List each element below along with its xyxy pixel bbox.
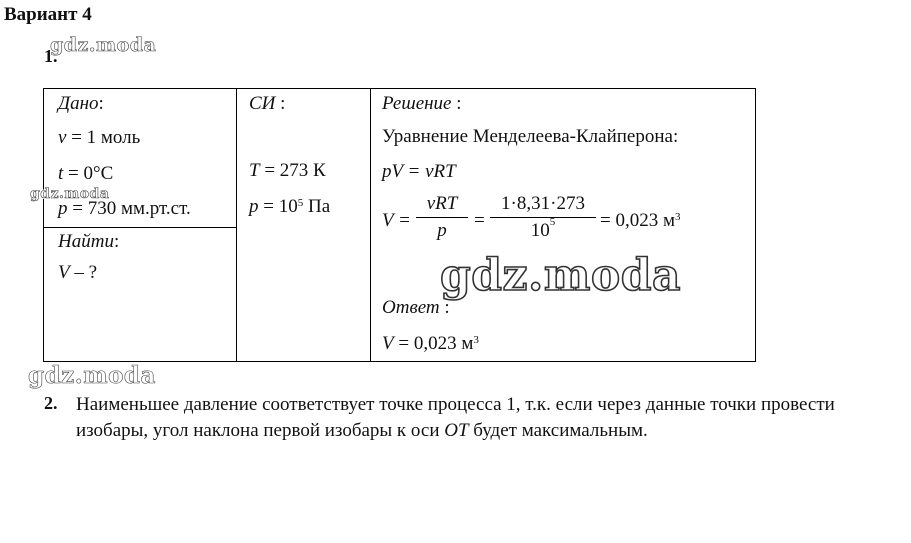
given-header: Дано:: [58, 93, 104, 114]
answer-value: V = 0,023 $м^3$: [382, 333, 479, 354]
equation-1: pV = νRT: [382, 161, 456, 182]
watermark-logo: gdz.moda: [30, 186, 110, 202]
watermark-logo: gdz.moda: [440, 250, 682, 301]
page-title: Вариант 4: [4, 4, 92, 25]
solution-header: Решение :: [382, 93, 462, 114]
equation-2-eq: =: [474, 210, 485, 231]
equation-2-lhs: V =: [382, 210, 411, 231]
answer-header: Ответ :: [382, 297, 450, 318]
si-p: $p = 10^5$ Па: [249, 196, 331, 217]
column-divider-2: [370, 89, 371, 361]
equation-name: Уравнение Менделеева-Клайперона:: [382, 126, 679, 147]
si-T: T = 273 К: [249, 160, 326, 181]
given-p: p = 730 мм.рт.ст.: [58, 198, 191, 219]
problem-2-number: 2.: [44, 393, 58, 413]
find-V: V – ?: [58, 262, 98, 283]
equation-2-result: = 0,023 $м^3$: [600, 210, 681, 231]
given-t: t = 0°C: [58, 163, 114, 184]
column-divider-1: [236, 89, 237, 361]
problem-2-text: Наименьшее давление соответствует точке процесса 1, т.к. если через данные точки провести изобары, угол наклона первой изобары к оси OT будет максимальным.: [76, 394, 835, 441]
given-nu: ν = 1 моль: [58, 127, 141, 148]
problem-1-number: 1.: [44, 46, 58, 66]
row-divider: [44, 227, 236, 228]
solution-table: [43, 88, 756, 362]
fraction-1: νRT p: [416, 193, 468, 242]
watermark-logo: gdz.moda: [50, 34, 157, 56]
fraction-2: 1·8,31·273 $10^5$: [490, 193, 596, 242]
watermark-logo: gdz.moda: [28, 362, 156, 389]
si-header: СИ :: [249, 93, 286, 114]
find-header: Найти:: [58, 231, 120, 252]
